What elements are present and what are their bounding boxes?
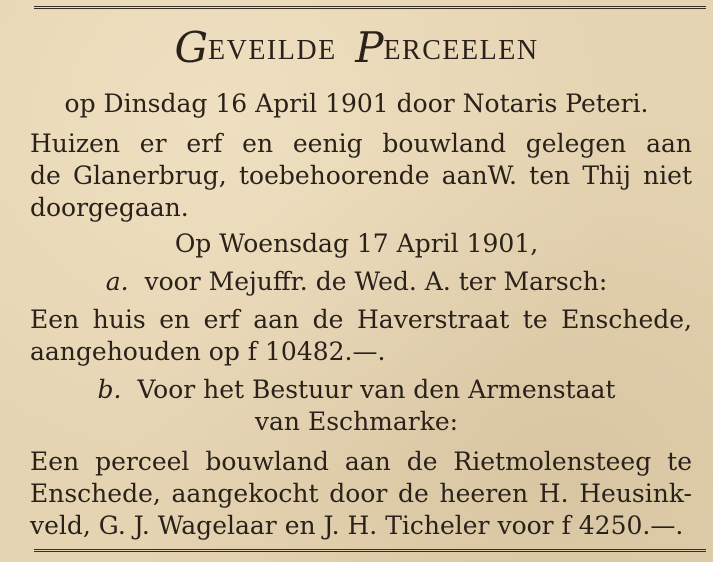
item-a-heading <box>0 266 713 298</box>
heading <box>0 23 713 72</box>
item-b-line-3: veld, G. J. Wagelaar en J. H. Ticheler voor f 4250.—. <box>30 511 684 540</box>
lot-1-line-2: de Glanerbrug, toebehoorende aanW. ten Thij niet <box>30 161 692 190</box>
item-b-heading <box>0 374 713 406</box>
bottom-rule <box>34 549 706 552</box>
auction-date-line: op Dinsdag 16 April 1901 door Notaris Peteri. <box>64 89 649 118</box>
item-b-line-1: Een perceel bouwland aan de Rietmolensteeg te <box>30 447 692 476</box>
item-a-marker: a. <box>105 267 129 296</box>
lot-1-line-1: Huizen er erf en eenig bouwland gelegen aan <box>30 129 692 158</box>
heading-initial-g: G <box>174 23 208 72</box>
item-a-text: voor Mejuffr. de Wed. A. ter Marsch: <box>144 267 608 296</box>
top-rule <box>34 6 706 9</box>
second-date-line: Op Woensdag 17 April 1901, <box>174 229 539 258</box>
lot-1-line-3: doorgegaan. <box>30 193 189 222</box>
item-b-marker: b. <box>97 375 122 404</box>
heading-initial-p: P <box>355 23 384 72</box>
item-b-line-2: Enschede, aangekocht door de heeren H. Heusink- <box>30 479 692 508</box>
item-b-text: Voor het Bestuur van den Armenstaat <box>137 375 616 404</box>
item-a-line-1: Een huis en erf aan de Haverstraat te Enschede, <box>30 305 692 334</box>
item-b-heading-cont: van Eschmarke: <box>254 407 459 436</box>
heading-word-2-rest: ERCEELEN <box>383 35 539 66</box>
heading-word-1-rest: EVEILDE <box>208 35 337 66</box>
item-a-line-2: aangehouden op f 10482.—. <box>30 337 386 366</box>
